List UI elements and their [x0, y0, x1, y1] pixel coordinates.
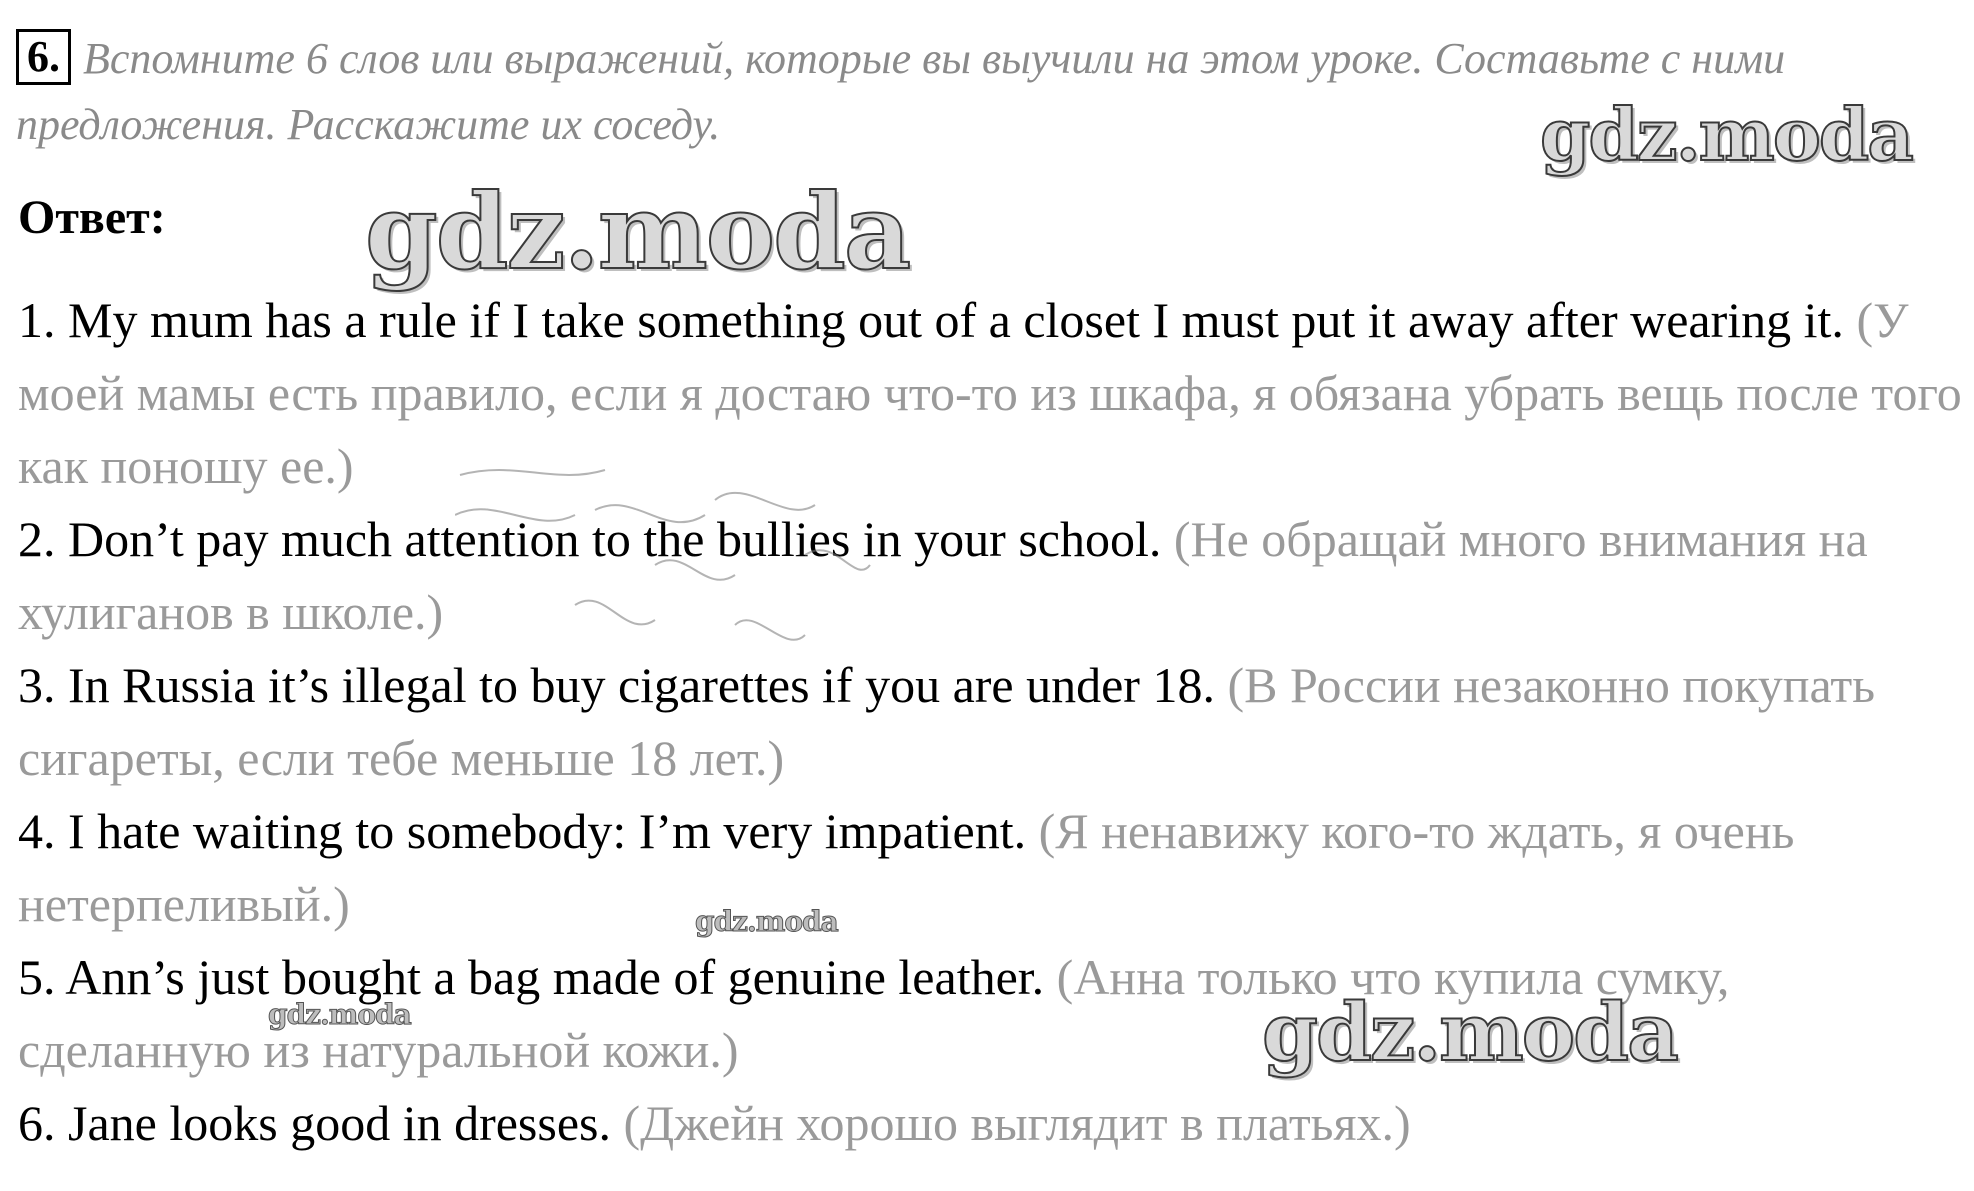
answer-english: 6. Jane looks good in dresses. [18, 1095, 611, 1151]
watermark-logo: gdz.moda [1262, 985, 1677, 1079]
answer-item [18, 649, 1963, 795]
answer-translation: (Не обращай много внимания на хулиганов в школе.) [18, 511, 1868, 640]
answer-item [18, 503, 1963, 649]
answer-item [18, 795, 1963, 941]
watermark-logo: gdz.moda [695, 905, 838, 938]
answer-item [18, 284, 1963, 503]
answer-english: 2. Don’t pay much attention to the bullies in your school. [18, 511, 1162, 567]
answer-item [18, 1087, 1963, 1160]
task-number: 6. [16, 29, 71, 85]
answer-translation: (Анна только что купила сумку, сделанную из натуральной кожи.) [18, 949, 1730, 1078]
answer-label: Ответ: [18, 191, 166, 244]
answer-translation: (Я ненавижу кого-то ждать, я очень нетерпеливый.) [18, 803, 1795, 932]
answer-translation: (В России незаконно покупать сигареты, если тебе меньше 18 лет.) [18, 657, 1876, 786]
answer-english: 5. Ann’s just bought a bag made of genuine leather. [18, 949, 1045, 1005]
answer-translation: (У моей мамы есть правило, если я достаю что-то из шкафа, я обязана убрать вещь после того как поношу ее.) [18, 292, 1962, 494]
answer-english: 4. I hate waiting to somebody: I’m very impatient. [18, 803, 1027, 859]
answer-english: 3. In Russia it’s illegal to buy cigarettes if you are under 18. [18, 657, 1215, 713]
watermark-logo: gdz.moda [268, 998, 411, 1031]
watermark-logo: gdz.moda [365, 170, 910, 293]
answer-english: 1. My mum has a rule if I take something out of a closet I must put it away after wearing it. [18, 292, 1844, 348]
answer-translation: (Джейн хорошо выглядит в платьях.) [623, 1095, 1411, 1151]
task-text: Вспомните 6 слов или выражений, которые вы выучили на этом уроке. Составьте с ними предложения. Расскажите их соседу. [16, 34, 1786, 149]
watermark-logo: gdz.moda [1540, 92, 1912, 177]
